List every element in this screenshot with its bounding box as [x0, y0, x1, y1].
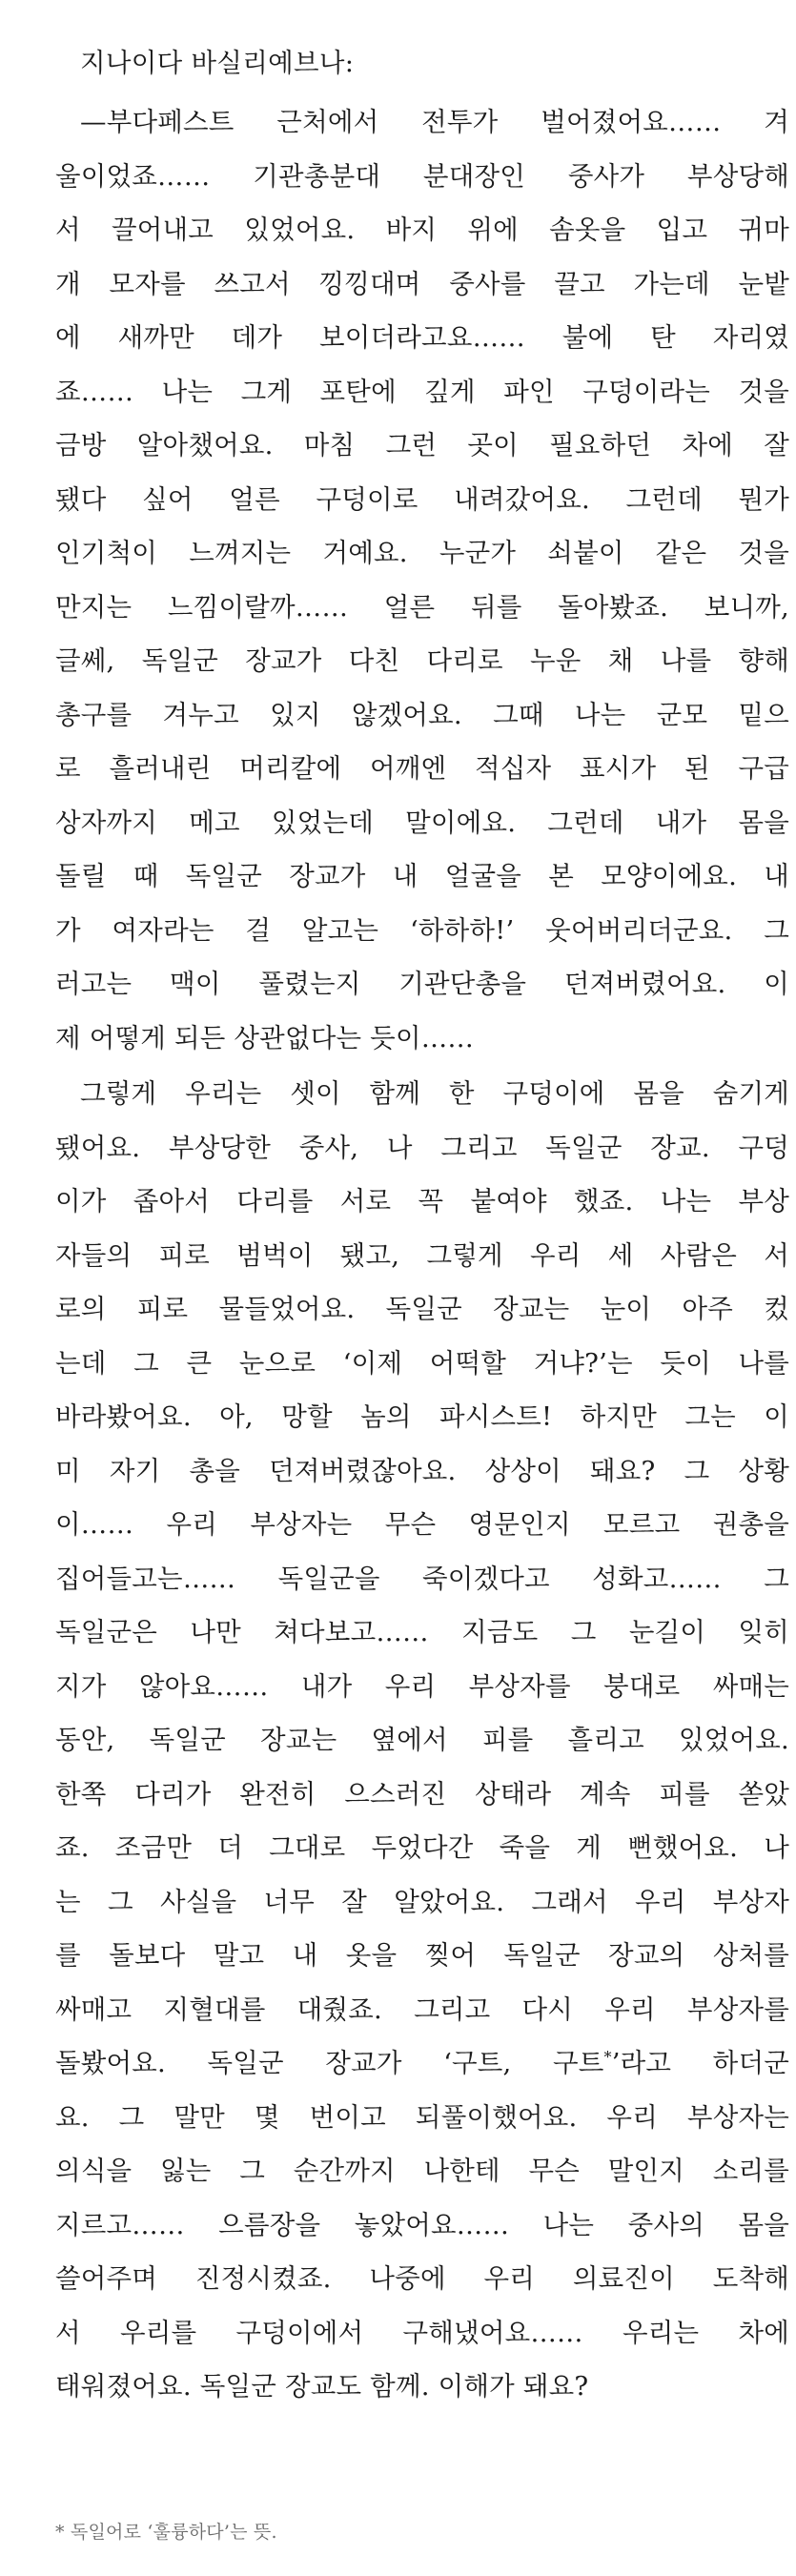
text-line: 태워졌어요. 독일군 장교도 함께. 이해가 돼요? [55, 2371, 589, 2402]
text-line: 서 우리를 구덩이에서 구해냈어요…… 우리는 차에 [55, 2317, 789, 2348]
paragraph-2 [55, 1067, 789, 2414]
text-line: 돌릴 때 독일군 장교가 내 얼굴을 본 모양이에요. 내 [55, 861, 789, 891]
text-line: 울이었죠…… 기관총분대 분대장인 중사가 부상당해 [55, 160, 789, 192]
text-line: —부다페스트 근처에서 전투가 벌어졌어요…… 겨 [80, 107, 789, 137]
speaker-label: 지나이다 바실리예브나: [80, 48, 355, 78]
text-line: 집어들고는…… 독일군을 죽이겠다고 성화고…… 그 [55, 1563, 789, 1594]
text-line: 로 흘러내린 머리칼에 어깨엔 적십자 표시가 된 구급 [55, 753, 789, 784]
text-line: 인기척이 느껴지는 거예요. 누군가 쇠붙이 같은 것을 [55, 538, 789, 568]
text-line: 글쎄, 독일군 장교가 다친 다리로 누운 채 나를 향해 [55, 645, 789, 676]
text-line: 서 끌어내고 있었어요. 바지 위에 솜옷을 입고 귀마 [55, 215, 789, 245]
text-line: 싸매고 지혈대를 대줬죠. 그리고 다시 우리 부상자를 [55, 1993, 789, 2025]
text-line: 이…… 우리 부상자는 무슨 영문인지 모르고 권총을 [55, 1509, 789, 1540]
text-line: 는데 그 큰 눈으로 ‘이제 어떡할 거냐?’는 듯이 나를 [55, 1347, 789, 1379]
text-line: 쓸어주며 진정시켰죠. 나중에 우리 의료진이 도착해 [55, 2263, 789, 2294]
footnote-marker: * [603, 2048, 612, 2066]
text-line: 동안, 독일군 장교는 옆에서 피를 흘리고 있었어요. [55, 1725, 789, 1755]
text-line: 바라봤어요. 아, 망할 놈의 파시스트! 하지만 그는 이 [55, 1401, 789, 1432]
text-line: 죠…… 나는 그게 포탄에 깊게 파인 구덩이라는 것을 [55, 376, 789, 407]
text-line: 를 돌보다 말고 내 옷을 찢어 독일군 장교의 상처를 [55, 1940, 789, 1971]
text-line: 로의 피로 물들었어요. 독일군 장교는 눈이 아주 컸 [55, 1294, 789, 1324]
text-line: 만지는 느낌이랄까…… 얼른 뒤를 돌아봤죠. 보니까, [55, 591, 789, 623]
text-line: 됐다 싶어 얼른 구덩이로 내려갔어요. 그런데 뭔가 [55, 483, 789, 515]
text-line: 금방 알아챘어요. 마침 그런 곳이 필요하던 차에 잘 [55, 430, 789, 460]
footnote: * 독일어로 ‘훌륭하다’는 뜻. [55, 2522, 277, 2543]
text-line: 지르고…… 으름장을 놓았어요…… 나는 중사의 몸을 [55, 2209, 789, 2240]
text-line: 에 새까만 데가 보이더라고요…… 불에 탄 자리였 [55, 322, 789, 353]
text-line: 제 어떻게 되든 상관없다는 듯이…… [55, 1022, 475, 1053]
text-line: 의식을 잃는 그 순간까지 나한테 무슨 말인지 소리를 [55, 2156, 789, 2186]
text-line: 그렇게 우리는 셋이 함께 한 구덩이에 몸을 숨기게 [80, 1078, 789, 1109]
text-line: 는 그 사실을 너무 잘 알았어요. 그래서 우리 부상자 [55, 1886, 789, 1917]
text-line: 가 여자라는 걸 알고는 ‘하하하!’ 웃어버리더군요. 그 [55, 914, 789, 946]
text-line: 자들의 피로 범벅이 됐고, 그렇게 우리 세 사람은 서 [55, 1239, 789, 1271]
text-line: 한쪽 다리가 완전히 으스러진 상태라 계속 피를 쏟았 [55, 1778, 789, 1809]
text-segment: 돌봤어요. 독일군 장교가 ‘구트, 구트 [55, 2048, 604, 2078]
paragraph-1 [55, 95, 789, 1065]
text-line: 총구를 겨누고 있지 않겠어요. 그때 나는 군모 밑으 [55, 699, 789, 730]
text-line: 상자까지 메고 있었는데 말이에요. 그런데 내가 몸을 [55, 807, 789, 838]
text-line: 죠. 조금만 더 그대로 두었다간 죽을 게 뻔했어요. 나 [55, 1832, 789, 1863]
text-line: 이가 좁아서 다리를 서로 꼭 붙여야 했죠. 나는 부상 [55, 1186, 789, 1216]
text-line: 독일군은 나만 쳐다보고…… 지금도 그 눈길이 잊히 [55, 1617, 789, 1647]
text-line-with-note [55, 2036, 789, 2091]
text-line: 지가 않아요…… 내가 우리 부상자를 붕대로 싸매는 [55, 1670, 789, 1702]
text-line: 개 모자를 쓰고서 낑낑대며 중사를 끌고 가는데 눈밭 [55, 268, 789, 299]
text-line: 요. 그 말만 몇 번이고 되풀이했어요. 우리 부상자는 [55, 2101, 789, 2133]
text-segment: ’라고 하더군 [611, 2048, 789, 2078]
text-line: 됐어요. 부상당한 중사, 나 그리고 독일군 장교. 구덩 [55, 1132, 789, 1163]
text-line: 미 자기 총을 던져버렸잖아요. 상상이 돼요? 그 상황 [55, 1455, 789, 1486]
book-page [55, 36, 789, 2414]
text-line: 러고는 맥이 풀렸는지 기관단총을 던져버렸어요. 이 [55, 969, 789, 999]
